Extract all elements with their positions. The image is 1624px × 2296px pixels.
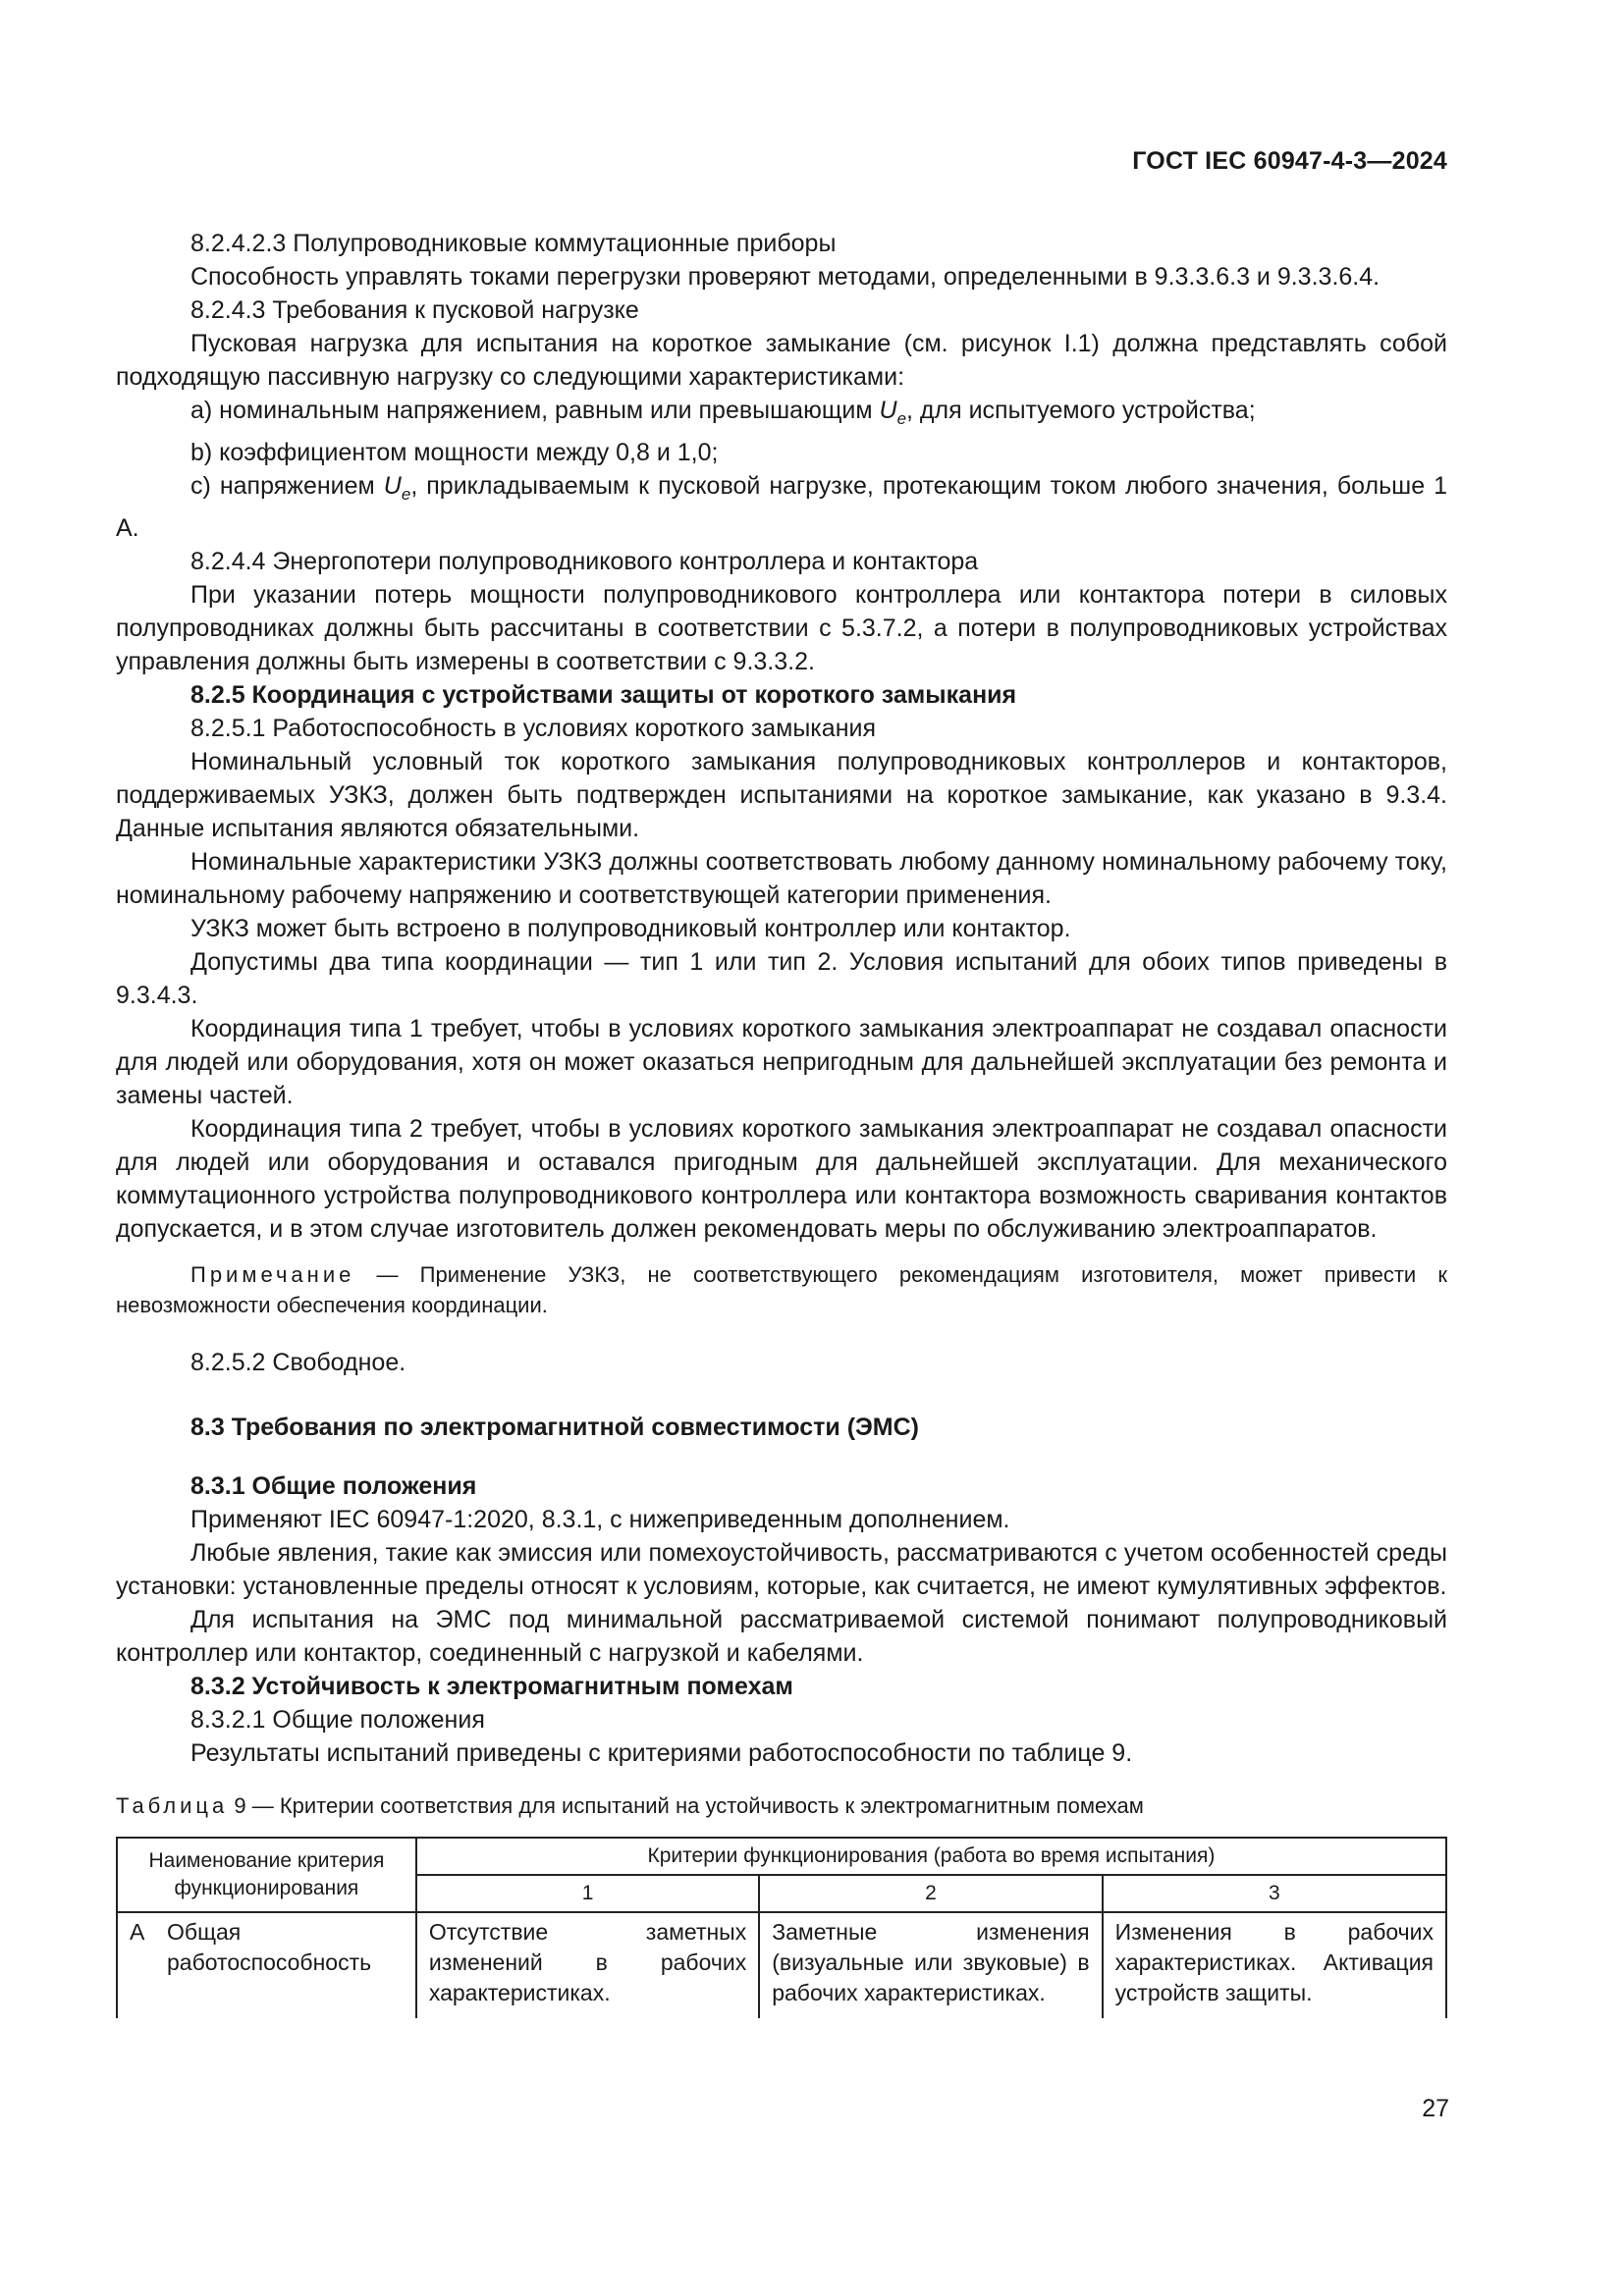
paragraph: Результаты испытаний приведены с критериями работоспособности по таблице 9. (190, 1739, 1133, 1767)
clause-heading: 8.2.5.1 Работоспособность в условиях короткого замыкания (190, 715, 877, 742)
list-item-b: b) коэффициентом мощности между 0,8 и 1,0; (190, 439, 719, 466)
header-criteria-group: Критерии функционирования (работа во время испытания) (416, 1838, 1446, 1875)
paragraph: Допустимы два типа координации — тип 1 или тип 2. Условия испытаний для обоих типов приведены в 9.3.4.3. (116, 948, 1447, 1009)
criterion-2-cell: Заметные изменения (визуальные или звуковые) в рабочих характеристиках. (759, 1912, 1102, 2018)
table-caption-text: 9 — Критерии соответствия для испытаний на устойчивость к электромагнитным помехам (228, 1793, 1144, 1818)
criterion-1-cell: Отсутствие заметных изменений в рабочих характеристиках. (416, 1912, 759, 2018)
table-caption (116, 1791, 1447, 1821)
note (116, 1259, 1447, 1320)
paragraph: Номинальный условный ток короткого замыкания полупроводниковых контроллеров и контакторов, поддерживаемых УЗКЗ, должен быть подтвержден испытаниями на короткое замыкание, как указано в 9.3.4. Данные испытания являются обязательными. (116, 748, 1447, 842)
paragraph: Пусковая нагрузка для испытания на короткое замыкание (см. рисунок I.1) должна представлять собой подходящую пассивную нагрузку со следующими характеристиками: (116, 330, 1447, 391)
header-criterion-1: 1 (416, 1875, 759, 1912)
list-item-a (116, 394, 1447, 436)
header-criterion-3: 3 (1103, 1875, 1446, 1912)
table-label: Таблица (116, 1793, 229, 1818)
list-text: a) номинальным напряжением, равным или превышающим (190, 397, 873, 424)
document-code-header: ГОСТ IEC 60947-4-3—2024 (1132, 147, 1447, 175)
header-criterion-name: Наименование критерия функционирования (117, 1838, 416, 1912)
symbol-ue: $U_e$ (383, 472, 411, 504)
clause-heading: 8.2.5.2 Свободное. (190, 1349, 406, 1376)
paragraph: Способность управлять токами перегрузки проверяют методами, определенными в 9.3.3.6.3 и 9.3.3.6.4. (190, 263, 1380, 291)
criterion-name-cell (117, 1912, 416, 2018)
criterion-name: Общая работоспособность (167, 1919, 372, 1975)
list-text: c) напряжением (190, 472, 375, 500)
paragraph: При указании потерь мощности полупроводникового контроллера или контактора потери в силовых полупроводниках должны быть рассчитаны в соответствии с 5.3.7.2, а потери в полупроводниковых устройствах управления должны быть измерены в соответствии с 9.3.3.2. (116, 581, 1447, 675)
list-text: , для испытуемого устройства; (906, 397, 1256, 424)
paragraph: Для испытания на ЭМС под минимальной рассматриваемой системой понимают полупроводниковый контроллер или контактор, соединенный с нагрузкой и кабелями. (116, 1606, 1447, 1667)
clause-heading: 8.2.4.2.3 Полупроводниковые коммутационные приборы (190, 230, 837, 257)
clause-heading: 8.3.2.1 Общие положения (190, 1706, 485, 1734)
section-heading: 8.3 Требования по электромагнитной совместимости (ЭМС) (190, 1414, 920, 1441)
paragraph: Координация типа 1 требует, чтобы в условиях короткого замыкания электроаппарат не создавал опасности для людей или оборудования, хотя он может оказаться непригодным для дальнейшей эксплуатации без ремонта и замены частей. (116, 1015, 1447, 1109)
list-text: , прикладываемым к пусковой нагрузке, протекающим током любого значения, больше 1 А. (116, 472, 1448, 542)
section-heading: 8.3.1 Общие положения (190, 1472, 477, 1500)
table-row (117, 1912, 1446, 2018)
list-item-c (116, 469, 1447, 545)
paragraph: Применяют IEC 60947-1:2020, 8.3.1, с нижеприведенным дополнением. (190, 1506, 1010, 1533)
page-number: 27 (1422, 2095, 1449, 2122)
section-heading: 8.2.5 Координация с устройствами защиты от короткого замыкания (190, 681, 1017, 709)
document-body (116, 227, 1447, 2018)
criterion-letter: A (130, 1919, 145, 1945)
criteria-table (116, 1837, 1447, 2018)
clause-heading: 8.2.4.3 Требования к пусковой нагрузке (190, 296, 639, 324)
section-heading: 8.3.2 Устойчивость к электромагнитным помехам (190, 1673, 793, 1700)
note-label: Примечание (190, 1262, 355, 1287)
paragraph: Координация типа 2 требует, чтобы в условиях короткого замыкания электроаппарат не создавал опасности для людей или оборудования и оставался пригодным для дальнейшей эксплуатации. Для механического коммутационного устройства полупроводникового контроллера или контактора возможность сваривания контактов допускается, и в этом случае изготовитель должен рекомендовать меры по обслуживанию электроаппаратов. (116, 1115, 1447, 1243)
note-text: — Применение УЗКЗ, не соответствующего рекомендациям изготовителя, может привести к невозможности обеспечения координации. (116, 1262, 1447, 1317)
criterion-3-cell: Изменения в рабочих характеристиках. Активация устройств защиты. (1103, 1912, 1446, 2018)
paragraph: Номинальные характеристики УЗКЗ должны соответствовать любому данному номинальному рабочему току, номинальному рабочему напряжению и соответствующей категории применения. (116, 848, 1447, 909)
symbol-ue: $U_e$ (879, 397, 907, 428)
paragraph: Любые явления, такие как эмиссия или помехоустойчивость, рассматриваются с учетом особенностей среды установки: установленные пределы относят к условиям, которые, как считается, не имеют кумулятивных эффектов. (116, 1539, 1447, 1600)
clause-heading: 8.2.4.4 Энергопотери полупроводникового контроллера и контактора (190, 548, 979, 575)
header-criterion-2: 2 (759, 1875, 1102, 1912)
paragraph: УЗКЗ может быть встроено в полупроводниковый контроллер или контактор. (190, 915, 1071, 942)
